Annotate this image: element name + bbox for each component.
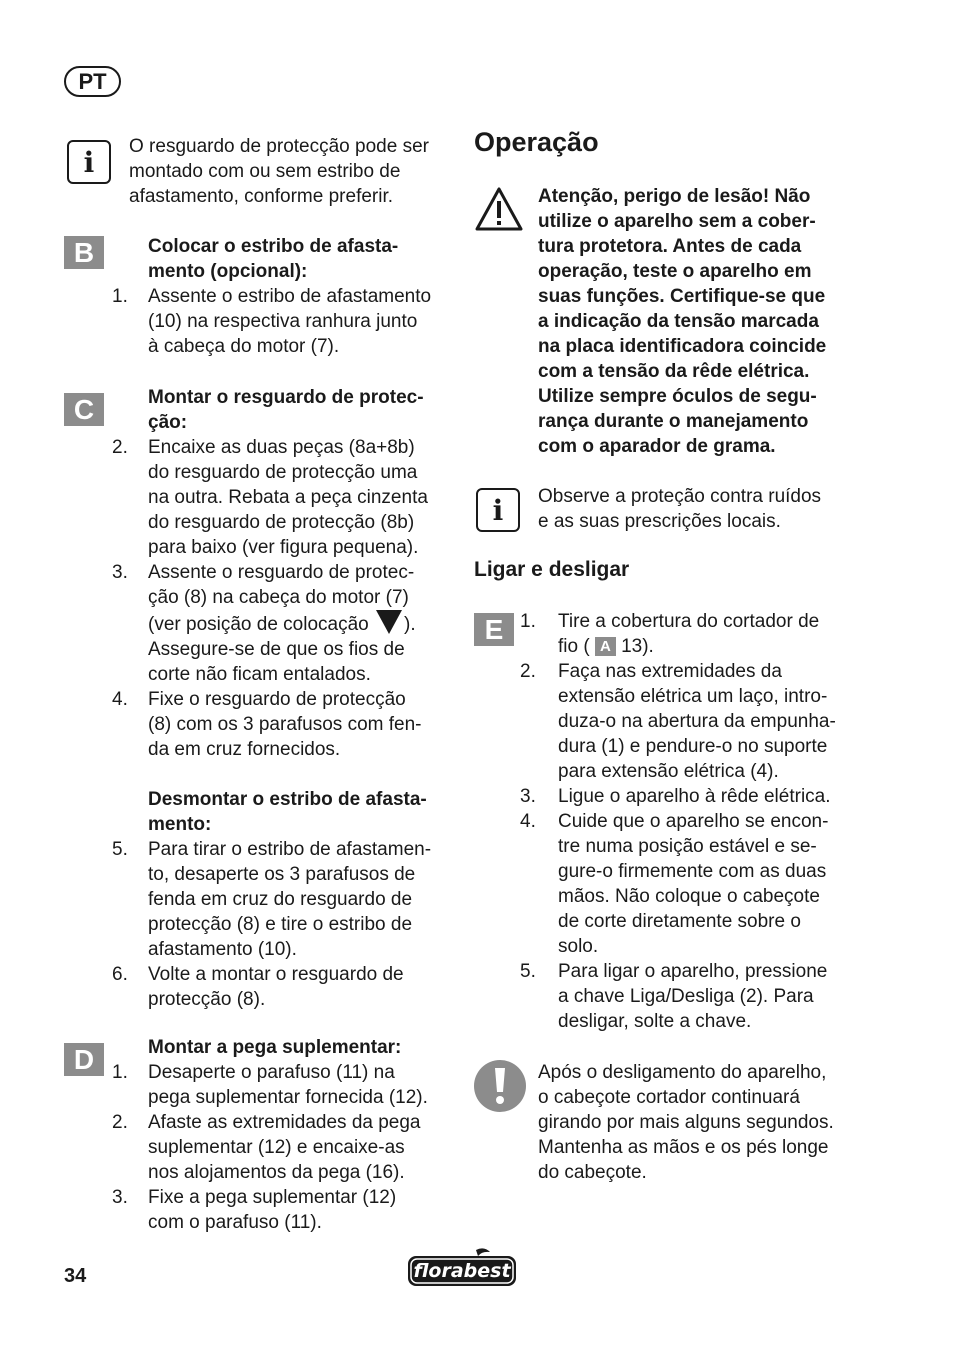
- text-line: mãos. Não coloque o cabeçote: [558, 886, 820, 907]
- text-line: duza-o na abertura da empunha-: [558, 711, 836, 732]
- text-line: do cabeçote.: [538, 1162, 647, 1183]
- info-icon: i: [476, 488, 520, 532]
- text-line: Volte a montar o resguardo de: [148, 964, 404, 985]
- list-item: [112, 962, 457, 1012]
- step-number: 2.: [112, 1112, 128, 1133]
- warning-note: [538, 184, 878, 459]
- text-line: protecção (8) e tire o estribo de: [148, 914, 413, 935]
- text-line: [558, 634, 874, 659]
- text-line: para baixo (ver figura pequena).: [148, 537, 419, 558]
- text-line: com o parafuso (11).: [148, 1212, 322, 1233]
- text-line: operação, teste o aparelho em: [538, 261, 812, 282]
- list-item: [474, 609, 874, 659]
- text-line: a chave Liga/Desliga (2). Para: [558, 986, 814, 1007]
- text-line: fenda em cruz do resguardo de: [148, 889, 413, 910]
- text-fragment: ).: [404, 614, 416, 635]
- text-line: com o aparador de grama.: [538, 436, 776, 457]
- text-line: Para ligar o aparelho, pressione: [558, 961, 828, 982]
- text-line: do resguardo de protecção (8b): [148, 512, 415, 533]
- brand-name: florabest: [413, 1260, 511, 1282]
- step-number: 1.: [520, 611, 536, 632]
- step-number: 3.: [520, 786, 536, 807]
- text-line: com a tensão da rêde elétrica.: [538, 361, 810, 382]
- text-line: suas funções. Certifique-se que: [538, 286, 826, 307]
- list-item: [112, 687, 457, 762]
- text-line: extensão elétrica um laço, intro-: [558, 686, 828, 707]
- text-line: da em cruz fornecidos.: [148, 739, 341, 760]
- text-fragment: 13).: [621, 636, 654, 657]
- text-line: Afaste as extremidades da pega: [148, 1112, 421, 1133]
- list-item: [112, 435, 457, 560]
- text-line: desligar, solte a chave.: [558, 1011, 752, 1032]
- text-line: Cuide que o aparelho se encon-: [558, 811, 829, 832]
- text-line: a indicação da tensão marcada: [538, 311, 819, 332]
- text-line: Para tirar o estribo de afastamen-: [148, 839, 432, 860]
- section-letter-b: B: [64, 236, 104, 269]
- text-line: dura (1) e pendure-o no suporte: [558, 736, 828, 757]
- text-line: Ligue o aparelho à rêde elétrica.: [558, 786, 831, 807]
- text-line: [148, 610, 457, 637]
- info-note-left: [129, 134, 469, 209]
- text-line: solo.: [558, 936, 599, 957]
- step-number: 4.: [520, 811, 536, 832]
- text-line: Assente o resguardo de protec-: [148, 562, 415, 583]
- section-c: [112, 385, 457, 1012]
- text-line: nos alojamentos da pega (16).: [148, 1162, 405, 1183]
- text-line: (10) na respectiva ranhura junto: [148, 311, 418, 332]
- section-heading: mento:: [148, 814, 212, 835]
- text-line: Atenção, perigo de lesão! Não: [538, 186, 811, 207]
- caution-note: [538, 1060, 878, 1185]
- text-line: suplementar (12) e encaixe-as: [148, 1137, 405, 1158]
- text-line: Assegure-se de que os fios de: [148, 639, 405, 660]
- info-icon: i: [67, 140, 111, 184]
- text-line: montado com ou sem estribo de: [129, 161, 401, 182]
- text-line: Observe a proteção contra ruídos: [538, 486, 822, 507]
- figure-reference-badge: A: [595, 637, 616, 656]
- text-line: tura protetora. Antes de cada: [538, 236, 802, 257]
- text-line: to, desaperte os 3 parafusos de: [148, 864, 416, 885]
- text-line: do resguardo de protecção uma: [148, 462, 418, 483]
- text-line: e as suas prescrições locais.: [538, 511, 781, 532]
- section-heading: Colocar o estribo de afasta-: [148, 236, 399, 257]
- text-line: à cabeça do motor (7).: [148, 336, 340, 357]
- text-line: Utilize sempre óculos de segu-: [538, 386, 817, 407]
- text-line: de corte diretamente sobre o: [558, 911, 801, 932]
- list-item: [112, 560, 457, 687]
- text-line: o cabeçote cortador continuará: [538, 1087, 800, 1108]
- section-heading: Desmontar o estribo de afasta-: [148, 789, 427, 810]
- text-line: utilize o aparelho sem a cober-: [538, 211, 816, 232]
- list-item: [112, 1060, 457, 1110]
- text-line: gure-o firmemente com as duas: [558, 861, 827, 882]
- section-b: [112, 234, 457, 359]
- text-line: Fixe a pega suplementar (12): [148, 1187, 397, 1208]
- section-d: [112, 1035, 457, 1235]
- text-line: ção (8) na cabeça do motor (7): [148, 587, 409, 608]
- step-number: 1.: [112, 1062, 128, 1083]
- brand-logo: [406, 1246, 518, 1288]
- text-line: Mantenha as mãos e os pés longe: [538, 1137, 829, 1158]
- step-number: 4.: [112, 689, 128, 710]
- text-line: Assente o estribo de afastamento: [148, 286, 432, 307]
- text-line: rança durante o manejamento: [538, 411, 809, 432]
- step-number: 2.: [520, 661, 536, 682]
- position-triangle-icon: [376, 610, 402, 634]
- step-number: 5.: [520, 961, 536, 982]
- list-item: [474, 659, 874, 784]
- text-line: afastamento, conforme preferir.: [129, 186, 394, 207]
- text-fragment: fio (: [558, 636, 590, 657]
- subsection-title: Ligar e desligar: [474, 558, 630, 581]
- section-title: Operação: [474, 127, 599, 157]
- text-line: tre numa posição estável e se-: [558, 836, 817, 857]
- text-line: protecção (8).: [148, 989, 266, 1010]
- text-line: corte não ficam entalados.: [148, 664, 371, 685]
- text-line: girando por mais alguns segundos.: [538, 1112, 834, 1133]
- list-item: [474, 809, 874, 959]
- text-line: O resguardo de protecção pode ser: [129, 136, 429, 157]
- page-number: 34: [64, 1265, 87, 1287]
- text-fragment: (ver posição de colocação: [148, 614, 369, 635]
- step-number: 6.: [112, 964, 128, 985]
- section-letter-e: E: [474, 613, 514, 646]
- info-note-right: [538, 484, 878, 534]
- text-line: na outra. Rebata a peça cinzenta: [148, 487, 428, 508]
- section-letter-c: C: [64, 393, 104, 426]
- text-line: na placa identificadora coincide: [538, 336, 827, 357]
- text-line: afastamento (10).: [148, 939, 297, 960]
- step-number: 5.: [112, 839, 128, 860]
- text-line: Encaixe as duas peças (8a+8b): [148, 437, 415, 458]
- list-item: [112, 837, 457, 962]
- text-line: pega suplementar fornecida (12).: [148, 1087, 428, 1108]
- section-heading: Montar o resguardo de protec-: [148, 387, 424, 408]
- section-e: [474, 609, 874, 1034]
- list-item: [474, 959, 874, 1034]
- caution-exclamation-icon: [473, 1059, 527, 1113]
- step-number: 1.: [112, 286, 128, 307]
- text-line: Desaperte o parafuso (11) na: [148, 1062, 395, 1083]
- section-heading: ção:: [148, 412, 188, 433]
- list-item: [474, 784, 874, 809]
- list-item: [112, 1110, 457, 1185]
- warning-triangle-icon: [474, 186, 524, 232]
- text-line: Após o desligamento do aparelho,: [538, 1062, 827, 1083]
- text-line: (8) com os 3 parafusos com fen-: [148, 714, 422, 735]
- step-number: 2.: [112, 437, 128, 458]
- text-line: Faça nas extremidades da: [558, 661, 782, 682]
- text-line: para extensão elétrica (4).: [558, 761, 779, 782]
- step-number: 3.: [112, 1187, 128, 1208]
- step-number: 3.: [112, 562, 128, 583]
- list-item: [112, 284, 457, 359]
- section-heading: mento (opcional):: [148, 261, 308, 282]
- section-letter-d: D: [64, 1043, 104, 1076]
- text-line: Tire a cobertura do cortador de: [558, 611, 820, 632]
- language-badge: PT: [64, 66, 121, 97]
- list-item: [112, 1185, 457, 1235]
- section-heading: Montar a pega suplementar:: [148, 1037, 402, 1058]
- text-line: Fixe o resguardo de protecção: [148, 689, 406, 710]
